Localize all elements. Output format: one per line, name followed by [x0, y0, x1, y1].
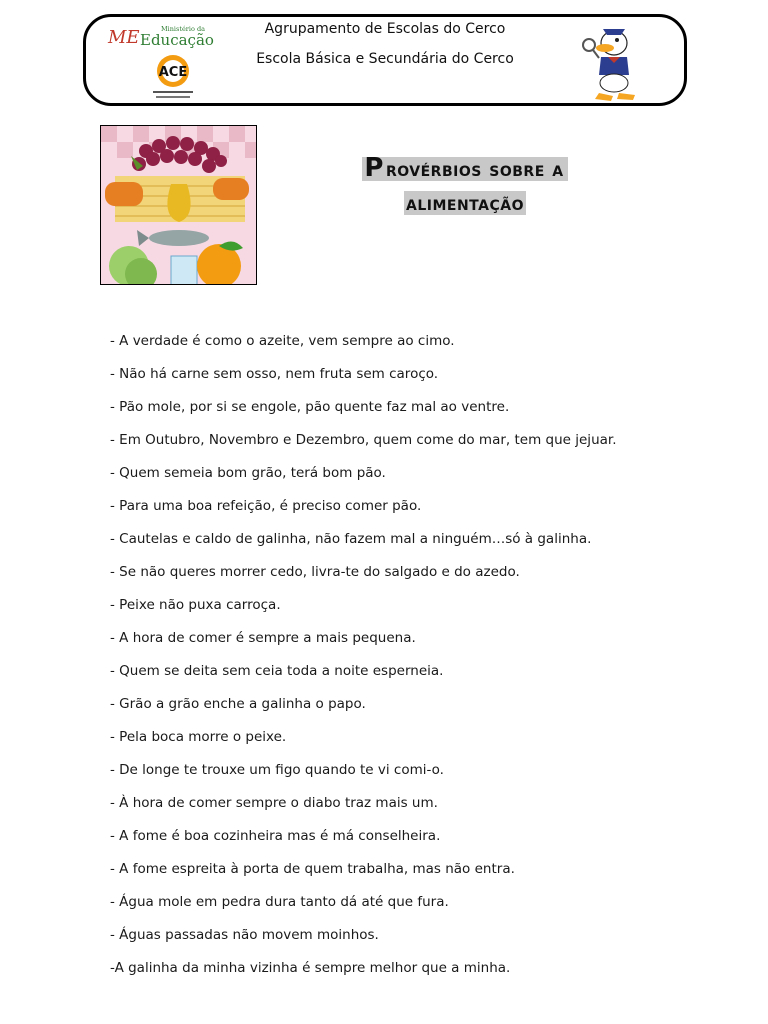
proverb-item: - Peixe não puxa carroça.	[110, 597, 281, 613]
proverb-item: - Águas passadas não movem moinhos.	[110, 927, 379, 943]
proverb-item: - A fome espreita à porta de quem trabalha, mas não entra.	[110, 861, 515, 877]
school-header	[83, 14, 687, 106]
page-title	[300, 151, 630, 220]
proverb-item: - A hora de comer é sempre a mais pequena.	[110, 630, 416, 646]
proverb-item: - Grão a grão enche a galinha o papo.	[110, 696, 366, 712]
proverb-item: - Água mole em pedra dura tanto dá até que fura.	[110, 894, 449, 910]
proverb-item: - Para uma boa refeição, é preciso comer pão.	[110, 498, 422, 514]
title-line-2: alimentação	[406, 191, 524, 215]
proverb-item: - A verdade é como o azeite, vem sempre ao cimo.	[110, 333, 455, 349]
ministry-logo-mark: ME	[108, 27, 140, 48]
proverb-item: - Cautelas e caldo de galinha, não fazem mal a ninguém…só à galinha.	[110, 531, 592, 547]
header-school-group: Agrupamento de Escolas do Cerco	[264, 21, 506, 37]
proverb-item: - Se não queres morrer cedo, livra-te do salgado e do azedo.	[110, 564, 520, 580]
ministry-logo-small: Ministério da	[161, 25, 205, 33]
proverb-list	[110, 329, 617, 989]
proverb-item: - À hora de comer sempre o diabo traz mais um.	[110, 795, 438, 811]
title-first-letter: P	[364, 153, 384, 183]
proverb-item: - Quem semeia bom grão, terá bom pão.	[110, 465, 386, 481]
fruit-face-illustration	[100, 125, 257, 285]
proverb-item: -A galinha da minha vizinha é sempre melhor que a minha.	[110, 960, 511, 976]
proverb-item: - Pela boca morre o peixe.	[110, 729, 287, 745]
proverb-item: - Não há carne sem osso, nem fruta sem caroço.	[110, 366, 439, 382]
proverb-item: - Quem se deita sem ceia toda a noite esperneia.	[110, 663, 444, 679]
proverb-item: - Pão mole, por si se engole, pão quente faz mal ao ventre.	[110, 399, 510, 415]
duck-mascot-icon	[581, 23, 643, 103]
ministry-logo-big: Educação	[140, 31, 214, 49]
proverb-item: - Em Outubro, Novembro e Dezembro, quem come do mar, tem que jejuar.	[110, 432, 617, 448]
proverb-item: - A fome é boa cozinheira mas é má conselheira.	[110, 828, 441, 844]
title-rest: rovérbios sobre a	[385, 157, 564, 181]
school-logo-mark: ACE	[158, 65, 188, 80]
proverb-item: - De longe te trouxe um figo quando te vi comi-o.	[110, 762, 444, 778]
title-line-1	[362, 153, 567, 183]
header-school-name: Escola Básica e Secundária do Cerco	[256, 51, 514, 67]
